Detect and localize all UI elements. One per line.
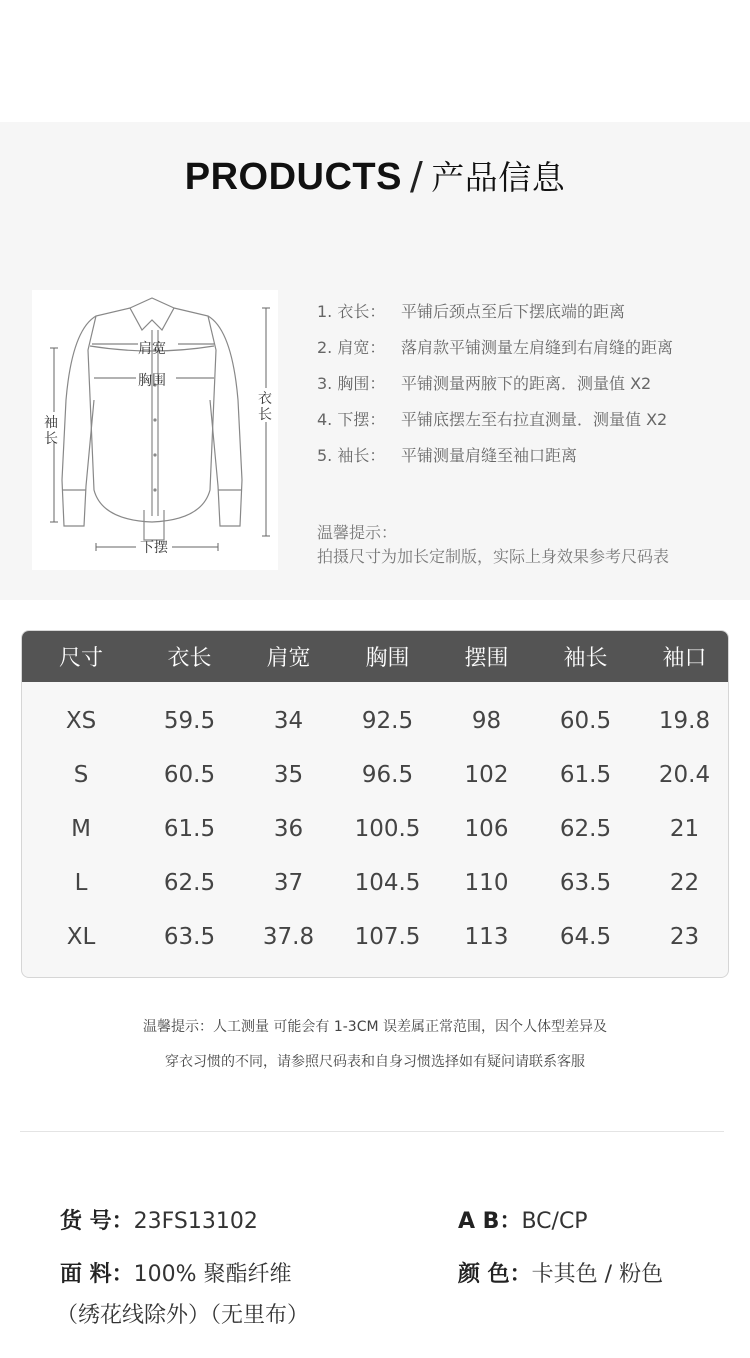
diagram-label-length-1: 衣: [258, 391, 272, 407]
table-cell: 92.5: [361, 708, 414, 734]
table-cell: 63.5: [559, 870, 612, 896]
diagram-label-sleeve-1: 袖: [44, 415, 58, 431]
column-header: 胸围: [365, 646, 410, 671]
table-cell: 59.5: [163, 708, 216, 734]
measure-text: 落肩款平铺测量左肩缝到右肩缝的距离: [401, 338, 674, 357]
table-cell: 102: [464, 762, 509, 788]
title-chinese: 产品信息: [431, 158, 566, 197]
table-cell: 61.5: [559, 762, 612, 788]
table-body: [22, 682, 728, 964]
size-chart-table: [21, 630, 729, 978]
diagram-label-chest: 胸围: [138, 373, 166, 389]
spec-color: [458, 1257, 663, 1288]
table-cell: 22: [669, 870, 700, 896]
spec-value: 卡其色 / 粉色: [531, 1262, 664, 1287]
footnote-line-2: 穿衣习惯的不同，请参照尺码表和自身习惯选择如有疑问请联系客服: [165, 1054, 585, 1070]
spec-value: BC/CP: [521, 1209, 588, 1234]
table-cell: L: [74, 870, 88, 896]
diagram-label-sleeve-2: 长: [44, 431, 58, 447]
table-cell: 19.8: [658, 708, 711, 734]
table-row: [22, 694, 728, 748]
column-header: 袖口: [662, 646, 707, 671]
table-cell: 62.5: [559, 816, 612, 842]
table-cell: M: [71, 816, 91, 842]
table-cell: 37.8: [262, 924, 315, 950]
table-cell: 62.5: [163, 870, 216, 896]
table-cell: 107.5: [354, 924, 421, 950]
column-header: 肩宽: [266, 646, 311, 671]
tips-text: 拍摄尺寸为加长定制版，实际上身效果参考尺码表: [317, 547, 670, 566]
measurement-instructions: [317, 300, 737, 480]
measure-label: 4. 下摆：: [317, 410, 386, 429]
column-header: 尺寸: [58, 646, 103, 671]
footnote-line-1: 温馨提示：人工测量 可能会有 1-3CM 误差属正常范围，因个人体型差异及: [142, 1019, 608, 1035]
table-cell: 113: [464, 924, 509, 950]
column-header: 摆围: [464, 646, 509, 671]
spec-item-number: [60, 1204, 258, 1235]
table-cell: 98: [471, 708, 502, 734]
section-divider: [20, 1131, 724, 1132]
spec-label: 货 号：: [60, 1209, 134, 1234]
table-cell: 60.5: [559, 708, 612, 734]
page-title: [0, 152, 750, 199]
measure-text: 平铺底摆左至右拉直测量．测量值 X2: [401, 410, 668, 429]
table-cell: 106: [464, 816, 509, 842]
table-header-row: [22, 631, 728, 682]
table-cell: 110: [464, 870, 509, 896]
measure-row-shoulder: [317, 336, 737, 372]
table-cell: 61.5: [163, 816, 216, 842]
tips-heading: 温馨提示：: [317, 523, 398, 542]
table-cell: 96.5: [361, 762, 414, 788]
table-row: [22, 910, 728, 964]
table-cell: 60.5: [163, 762, 216, 788]
spec-value: 23FS13102: [133, 1209, 258, 1234]
title-separator: /: [409, 154, 424, 198]
measure-row-length: [317, 300, 737, 336]
table-cell: XS: [65, 708, 97, 734]
table-cell: 64.5: [559, 924, 612, 950]
measure-label: 2. 肩宽：: [317, 338, 386, 357]
table-cell: 23: [669, 924, 700, 950]
table-cell: 20.4: [658, 762, 711, 788]
column-header: 袖长: [563, 646, 608, 671]
table-cell: 35: [273, 762, 304, 788]
table-row: [22, 802, 728, 856]
table-row: [22, 748, 728, 802]
measure-text: 平铺后颈点至后下摆底端的距离: [401, 302, 626, 321]
spec-label: 面 料：: [60, 1262, 134, 1287]
title-english: PRODUCTS: [184, 156, 402, 198]
column-header: 衣长: [167, 646, 212, 671]
spec-ab: [458, 1204, 588, 1235]
spec-label: A B：: [458, 1209, 522, 1234]
table-row: [22, 856, 728, 910]
table-cell: 21: [669, 816, 700, 842]
table-cell: XL: [66, 924, 96, 950]
table-cell: 100.5: [354, 816, 421, 842]
spec-label: 颜 色：: [458, 1262, 532, 1287]
measure-label: 1. 衣长：: [317, 302, 386, 321]
table-cell: S: [73, 762, 89, 788]
table-cell: 104.5: [354, 870, 421, 896]
measure-row-hem: [317, 408, 737, 444]
table-cell: 36: [273, 816, 304, 842]
table-cell: 34: [273, 708, 304, 734]
measure-text: 平铺测量两腋下的距离．测量值 X2: [401, 374, 652, 393]
spec-fabric: [60, 1257, 292, 1288]
diagram-label-hem: 下摆: [140, 540, 168, 556]
spec-fabric-note: （绣花线除外）（无里布）: [56, 1303, 310, 1328]
measure-text: 平铺测量肩缝至袖口距离: [401, 446, 578, 465]
measure-label: 5. 袖长：: [317, 446, 386, 465]
measure-label: 3. 胸围：: [317, 374, 386, 393]
measure-row-sleeve: [317, 444, 737, 480]
shirt-measurement-diagram: [32, 290, 278, 570]
measure-row-chest: [317, 372, 737, 408]
diagram-label-length-2: 长: [258, 407, 272, 423]
diagram-label-shoulder: 肩宽: [138, 341, 166, 357]
shirt-illustration: [32, 290, 278, 570]
table-cell: 63.5: [163, 924, 216, 950]
spec-value: 100% 聚酯纤维: [133, 1262, 292, 1287]
table-cell: 37: [273, 870, 304, 896]
